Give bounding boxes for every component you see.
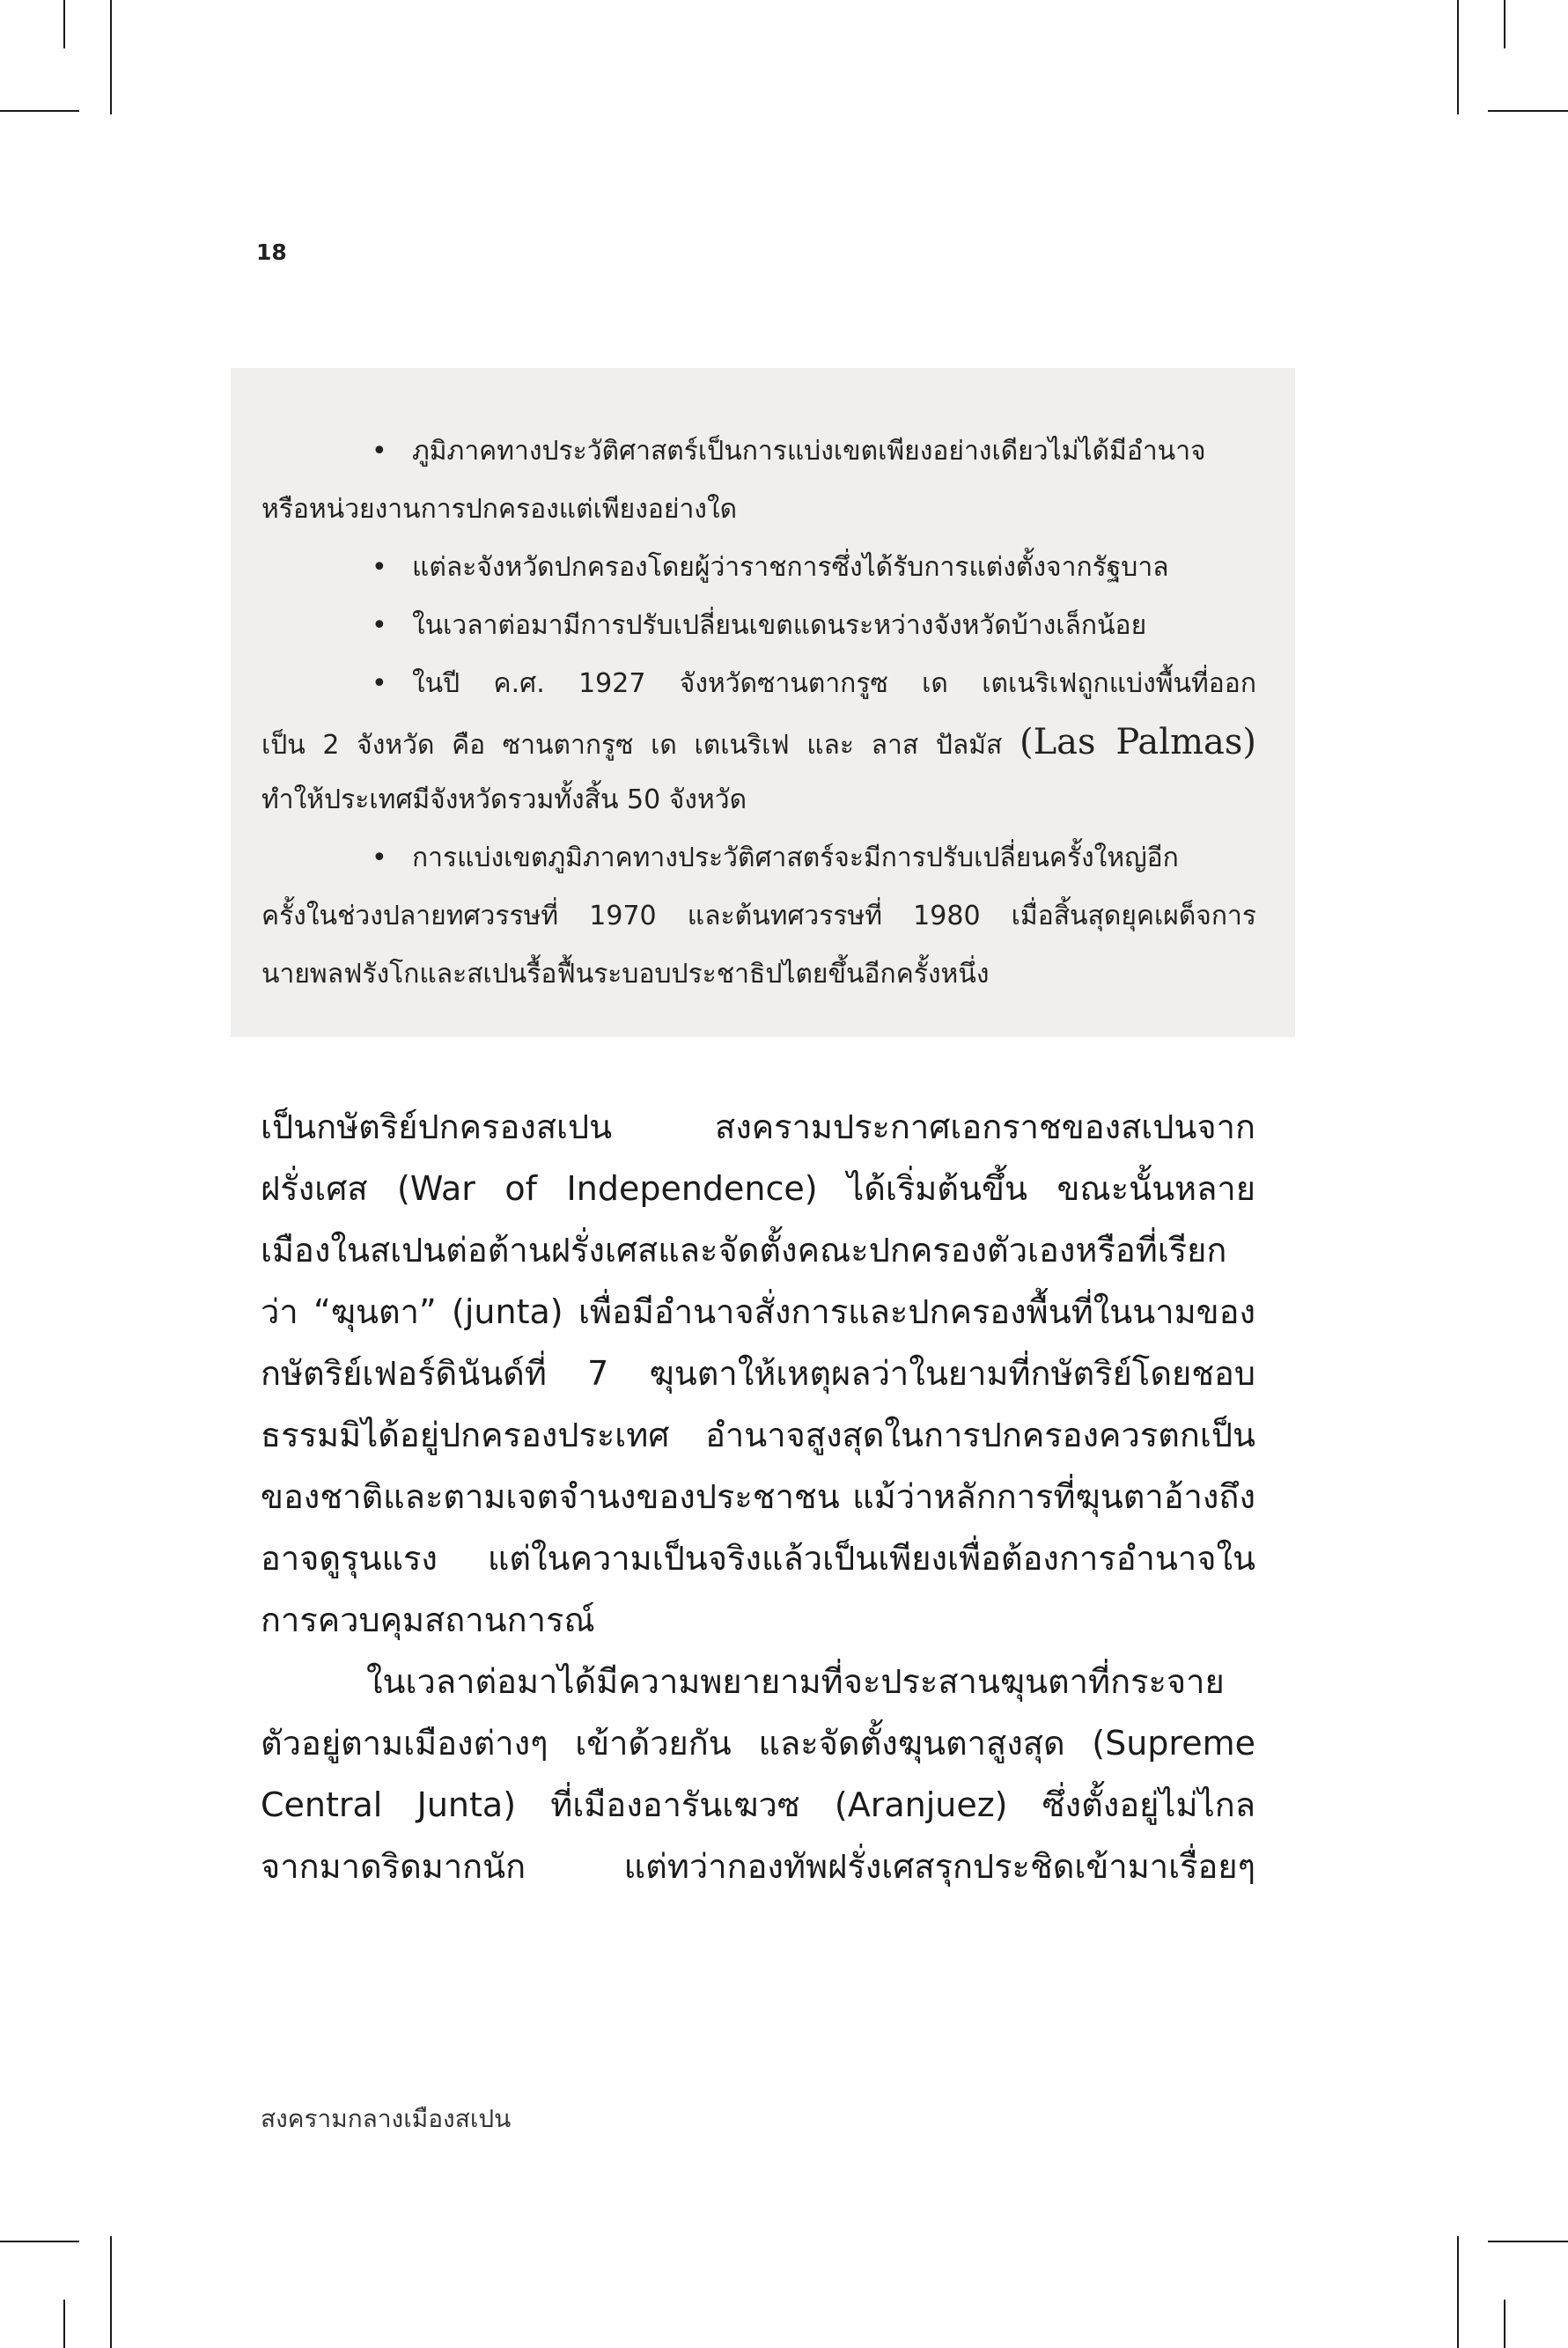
crop-mark xyxy=(63,0,65,48)
crop-mark xyxy=(0,110,79,112)
sidebar-line-text: การแบ่งเขตภูมิภาคทางประวัติศาสตร์จะมีการปรับเปลี่ยนครั้งใหญ่อีก xyxy=(412,843,1179,873)
body-line: ธรรมมิได้อยู่ปกครองประเทศ อำนาจสูงสุดในการปกครองควรตกเป็น xyxy=(261,1416,1255,1454)
sidebar-line xyxy=(261,655,1256,713)
body-line: ฝรั่งเศส (War of Independence) ได้เริ่มต้นขึ้น ขณะนั้นหลาย xyxy=(261,1169,1255,1208)
sidebar-line xyxy=(261,423,1256,481)
crop-mark xyxy=(1457,2236,1459,2348)
sidebar-latin-term: (Las Palmas) xyxy=(1019,722,1256,762)
sidebar-line xyxy=(261,597,1256,655)
page-number: 18 xyxy=(256,239,287,265)
bullet-icon: • xyxy=(372,610,387,641)
bullet-icon: • xyxy=(372,843,387,873)
crop-mark xyxy=(63,2300,65,2348)
sidebar-line-text: ในปี ค.ศ. 1927 จังหวัดซานตากรูซ เด เตเนริเฟถูกแบ่งพื้นที่ออก xyxy=(412,668,1256,699)
crop-mark xyxy=(110,0,112,114)
crop-mark xyxy=(1504,0,1505,48)
body-line: การควบคุมสถานการณ์ xyxy=(261,1601,595,1639)
bullet-icon: • xyxy=(372,436,387,467)
bullet-icon: • xyxy=(372,668,387,699)
sidebar-line-text: ครั้งในช่วงปลายทศวรรษที่ 1970 และต้นทศวรรษที่ 1980 เมื่อสิ้นสุดยุคเผด็จการ xyxy=(261,901,1256,931)
sidebar-line xyxy=(261,539,1256,597)
body-line: ของชาติและตามเจตจำนงของประชาชน แม้ว่าหลักการที่ฆุนตาอ้างถึง xyxy=(261,1477,1255,1516)
sidebar-line xyxy=(261,771,1256,829)
body-line: จากมาดริดมากนัก แต่ทว่ากองทัพฝรั่งเศสรุกประชิดเข้ามาเรื่อยๆ xyxy=(261,1847,1255,1886)
body-line: Central Junta) ที่เมืองอารันเฆวซ (Aranjuez) ซึ่งตั้งอยู่ไม่ไกล xyxy=(261,1785,1255,1824)
body-line: เมืองในสเปนต่อต้านฝรั่งเศสและจัดตั้งคณะปกครองตัวเองหรือที่เรียก xyxy=(261,1231,1227,1270)
body-text xyxy=(261,1096,1255,1897)
sidebar-content xyxy=(261,423,1256,1004)
sidebar-line xyxy=(261,887,1256,946)
crop-mark xyxy=(1457,0,1459,114)
crop-mark xyxy=(1504,2300,1505,2348)
running-footer-title: สงครามกลางเมืองสเปน xyxy=(261,2104,512,2133)
body-line: ตัวอยู่ตามเมืองต่างๆ เข้าด้วยกัน และจัดตั้งฆุนตาสูงสุด (Supreme xyxy=(261,1724,1255,1763)
body-line: กษัตริย์เฟอร์ดินันด์ที่ 7 ฆุนตาให้เหตุผลว่าในยามที่กษัตริย์โดยชอบ xyxy=(261,1354,1255,1393)
sidebar-line-text: นายพลฟรังโกและสเปนรื้อฟื้นระบอบประชาธิปไตยขึ้นอีกครั้งหนึ่ง xyxy=(261,959,990,990)
sidebar-line-text: ในเวลาต่อมามีการปรับเปลี่ยนเขตแดนระหว่างจังหวัดบ้างเล็กน้อย xyxy=(412,610,1147,641)
sidebar-line xyxy=(261,481,1256,539)
body-line: ว่า “ฆุนตา” (junta) เพื่อมีอำนาจสั่งการและปกครองพื้นที่ในนามของ xyxy=(261,1292,1255,1331)
crop-mark xyxy=(110,2236,112,2348)
sidebar-line-text: ทำให้ประเทศมีจังหวัดรวมทั้งสิ้น 50 จังหวัด xyxy=(261,784,747,815)
sidebar-line xyxy=(261,829,1256,887)
bullet-icon: • xyxy=(372,552,387,583)
sidebar-line-text: ภูมิภาคทางประวัติศาสตร์เป็นการแบ่งเขตเพียงอย่างเดียวไม่ได้มีอำนาจ xyxy=(412,436,1206,467)
sidebar-line-text: แต่ละจังหวัดปกครองโดยผู้ว่าราชการซึ่งได้รับการแต่งตั้งจากรัฐบาล xyxy=(412,552,1169,583)
sidebar-line xyxy=(261,713,1256,771)
sidebar-line-text: หรือหน่วยงานการปกครองแต่เพียงอย่างใด xyxy=(261,494,738,525)
body-line: ในเวลาต่อมาได้มีความพยายามที่จะประสานฆุนตาที่กระจาย xyxy=(366,1662,1225,1701)
crop-mark xyxy=(1488,2241,1568,2242)
crop-mark xyxy=(0,2241,79,2242)
sidebar-line xyxy=(261,946,1256,1004)
sidebar-line-text: เป็น 2 จังหวัด คือ ซานตากรูซ เด เตเนริเฟ และ ลาส ปัลมัส xyxy=(261,730,1003,761)
body-line: อาจดูรุนแรง แต่ในความเป็นจริงแล้วเป็นเพียงเพื่อต้องการอำนาจใน xyxy=(261,1539,1255,1578)
body-line: เป็นกษัตริย์ปกครองสเปน สงครามประกาศเอกราชของสเปนจาก xyxy=(261,1108,1255,1146)
sidebar-box xyxy=(231,368,1295,1037)
crop-mark xyxy=(1488,110,1568,112)
